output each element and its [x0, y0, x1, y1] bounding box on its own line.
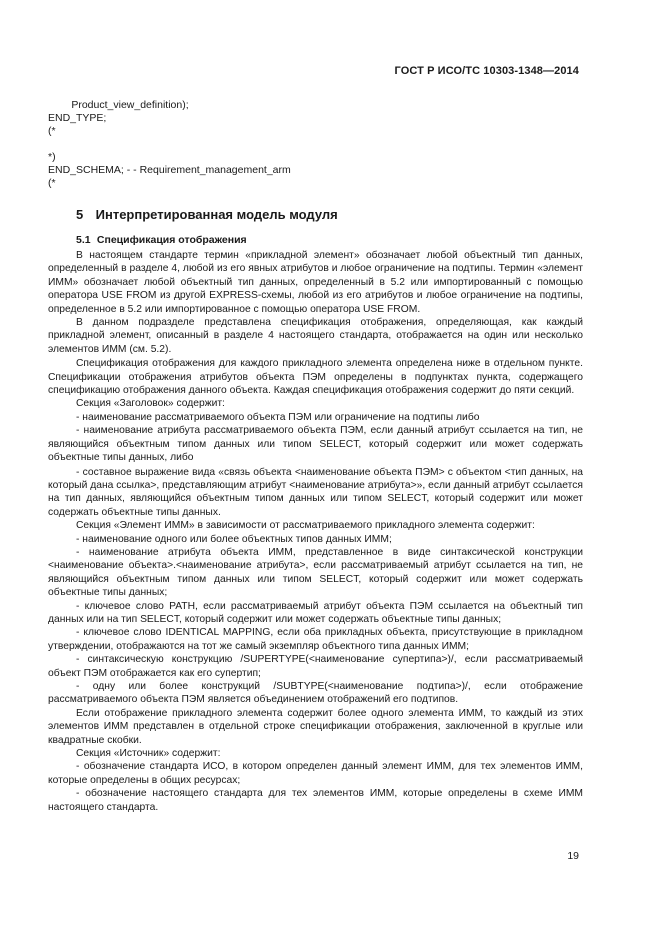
- paragraph: В настоящем стандарте термин «прикладной элемент» обозначает любой объектный тип данных, определенный в разделе 4, любой из его явных атрибутов и любое ограничение на подтипы. Термин «элемент ИММ» обозначает любой объектный тип данных, определенный в 5.2 или импортированный с помощью оператора USE FROM из другой EXPRESS-схемы, любой из его атрибутов и любое ограничение на подтипы, определенное в 5.2 или импортированное с помощью оператора USE FROM.: [48, 250, 583, 315]
- paragraph: Если отображение прикладного элемента содержит более одного элемента ИММ, то каждый из этих элементов ИММ представлен в отдельной строке спецификации отображения, заключенной в круглые или квадратные скобки.: [48, 707, 583, 746]
- list-item: - наименование рассматриваемого объекта ПЭМ или ограничение на подтипы либо: [76, 411, 480, 423]
- paragraph: Спецификация отображения для каждого прикладного элемента определена ниже в отдельном пункте. Спецификации отображения атрибутов объекта ПЭМ определены в подпунктах пункта, содержащего спецификацию отображения данного объекта. Каждая спецификация отображения содержит до пяти секций.: [48, 358, 583, 397]
- list-item: - наименование атрибута объекта ИММ, представленное в виде синтаксической конструкции <наименование объекта>.<наименование атрибута>, если рассматриваемый атрибут ссылается на тип, не являющийся объектным типом данных или типом SELECT, который содержит или может содержать объектные типы данных;: [48, 546, 583, 599]
- body-text: [48, 249, 583, 814]
- code-line: END_SCHEMA; - - Requirement_management_arm: [48, 164, 291, 176]
- code-line: END_TYPE;: [48, 112, 107, 124]
- express-code-block: [48, 99, 291, 190]
- section-title: Интерпретированная модель модуля: [95, 207, 338, 222]
- section-heading: [76, 207, 338, 222]
- section-number: 5: [76, 207, 84, 222]
- list-item: - наименование одного или более объектных типов данных ИММ;: [76, 533, 392, 545]
- code-line: [48, 138, 291, 151]
- paragraph: В данном подразделе представлена спецификация отображения, определяющая, как каждый прикладной элемент, описанный в разделе 4 настоящего стандарта, отображается на один или несколько элементов ИММ (см. 5.2).: [48, 317, 583, 355]
- code-line: (*: [48, 125, 56, 137]
- paragraph: Секция «Элемент ИММ» в зависимости от рассматриваемого прикладного элемента содержит:: [76, 520, 535, 532]
- standard-header: ГОСТ Р ИСО/ТС 10303-1348—2014: [394, 65, 579, 77]
- list-item: - обозначение стандарта ИСО, в котором определен данный элемент ИММ, для тех элементов ИММ, которые определены в общих ресурсах;: [48, 761, 583, 786]
- code-line: Product_view_definition);: [48, 99, 189, 111]
- page-number: 19: [567, 850, 579, 862]
- list-item: - синтаксическую конструкцию /SUPERTYPE(<наименование супертипа>)/, если рассматриваемый объект ПЭМ отображается как его супертип;: [48, 654, 583, 679]
- code-line: (*: [48, 177, 56, 189]
- list-item: - обозначение настоящего стандарта для тех элементов ИММ, которые определены в схеме ИММ настоящего стандарта.: [48, 788, 583, 813]
- list-item: - одну или более конструкций /SUBTYPE(<наименование подтипа>)/, если отображение рассматриваемого объекта ПЭМ является объединением отображений его подтипов.: [48, 681, 583, 706]
- code-line: *): [48, 151, 56, 163]
- list-item: - наименование атрибута рассматриваемого объекта ПЭМ, если данный атрибут ссылается на тип, не являющийся объектным типом данных или типом SELECT, который содержит или может содержать объектные типы данных, либо: [48, 425, 583, 464]
- paragraph: Секция «Источник» содержит:: [76, 748, 221, 760]
- subsection-number: 5.1: [76, 234, 91, 246]
- subsection-title: Спецификация отображения: [96, 234, 247, 246]
- subsection-heading: [76, 234, 247, 246]
- list-item: - ключевое слово PATH, если рассматриваемый атрибут объекта ПЭМ ссылается на объектный тип данных или на тип SELECT, который содержит или может содержать объектные типы данных;: [48, 600, 583, 625]
- list-item: - составное выражение вида «связь объекта <наименование объекта ПЭМ> с объектом <тип данных, на который дана ссылка>, представляющим атрибут <наименование атрибута>», если данный атрибут ссылается на тип данных, являющийся объектным типом данных или типом SELECT, который содержит или может содержать объектные типы данных.: [48, 466, 583, 518]
- list-item: - ключевое слово IDENTICAL MAPPING, если оба прикладных объекта, присутствующие в прикладном утверждении, отображаются на тот же самый экземпляр объектного типа данных ИММ;: [48, 627, 583, 652]
- paragraph: Секция «Заголовок» содержит:: [76, 398, 225, 410]
